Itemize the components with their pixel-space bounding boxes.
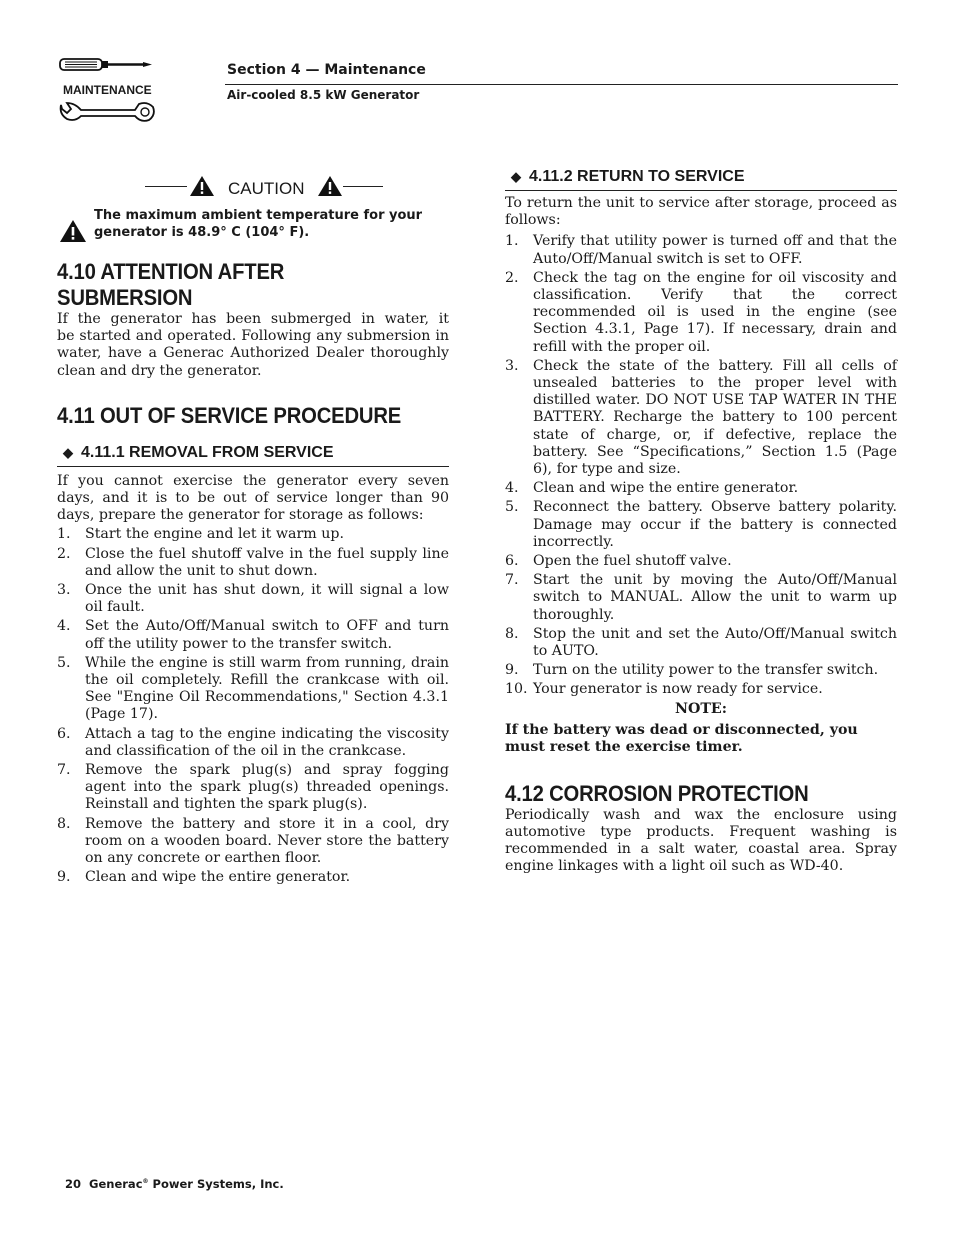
step-number: 6. xyxy=(505,553,519,570)
step-text: Verify that utility power is turned off and that the Auto/Off/Manual switch is set to OFF. xyxy=(533,233,897,267)
diamond-bullet-icon: ◆ xyxy=(511,169,521,184)
step-text: Close the fuel shutoff valve in the fuel supply line and allow the unit to shut down. xyxy=(85,545,449,579)
list-item xyxy=(57,618,449,652)
list-item xyxy=(57,582,449,616)
step-text: Start the unit by moving the Auto/Off/Manual switch to MANUAL. Allow the unit to warm up thoroughly. xyxy=(533,572,897,623)
step-text: Stop the unit and set the Auto/Off/Manual switch to AUTO. xyxy=(533,625,897,660)
screwdriver-icon xyxy=(57,55,157,75)
note-text: If the battery was dead or disconnected, you must reset the exercise timer. xyxy=(505,721,858,756)
list-item xyxy=(57,816,449,868)
section-4-10-title: 4.10 ATTENTION AFTER SUBMERSION xyxy=(57,259,285,310)
caution-label: CAUTION xyxy=(228,179,305,198)
section-4-12-paragraph: Periodically wash and wax the enclosure using automotive type products. Frequent washing is recommended in a salt water, coastal area. Spray engine linkages with a light oil such as WD-40. xyxy=(505,806,897,875)
logo-label: MAINTENANCE xyxy=(63,83,152,97)
left-column xyxy=(57,165,553,888)
caution-message: The maximum ambient temperature for your generator is 48.9° C (104° F). xyxy=(94,208,423,240)
step-number: 2. xyxy=(505,269,519,286)
section-4-11-1-title xyxy=(57,444,449,467)
warning-triangle-icon xyxy=(317,175,343,197)
step-number: 9. xyxy=(505,662,519,679)
step-text: Set the Auto/Off/Manual switch to OFF and turn off the utility power to the transfer switch. xyxy=(85,618,449,652)
list-item xyxy=(505,626,897,660)
section-title: Section 4 — Maintenance xyxy=(227,62,426,78)
step-number: 4. xyxy=(505,480,519,497)
list-item xyxy=(505,681,897,698)
step-text: Check the tag on the engine for oil viscosity and classification. Verify that the correct recommended oil is used in the engine (see Section 4.3.1, Page 17). If necessary, drain and refill with the proper oil. xyxy=(533,269,897,355)
maintenance-logo xyxy=(57,55,157,130)
diamond-bullet-icon: ◆ xyxy=(63,444,73,460)
list-item xyxy=(505,572,897,624)
step-number: 8. xyxy=(57,815,71,832)
removal-steps-list xyxy=(57,526,449,886)
list-item xyxy=(57,526,449,543)
note-label: NOTE: xyxy=(675,700,727,717)
step-number: 5. xyxy=(57,654,71,671)
page-footer xyxy=(65,1177,284,1191)
step-number: 1. xyxy=(57,526,71,543)
list-item xyxy=(505,553,897,570)
step-text: Turn on the utility power to the transfer switch. xyxy=(533,662,879,679)
removal-intro: If you cannot exercise the generator every seven days, and it is to be out of service longer than 90 days, prepare the generator for storage as follows: xyxy=(57,472,449,524)
return-intro: To return the unit to service after storage, proceed as follows: xyxy=(505,195,897,229)
step-text: Remove the spark plug(s) and spray fogging agent into the spark plug(s) threaded openings. Reinstall and tighten the spark plug(s). xyxy=(85,762,449,813)
step-number: 9. xyxy=(57,869,71,886)
step-number: 3. xyxy=(505,357,519,374)
step-text: Your generator is now ready for service. xyxy=(533,681,823,698)
step-number: 7. xyxy=(505,572,519,589)
list-item xyxy=(505,662,897,679)
step-text: Attach a tag to the engine indicating the viscosity and classification of the oil in the crankcase. xyxy=(85,725,449,759)
step-number: 2. xyxy=(57,545,71,562)
right-column xyxy=(505,168,897,876)
step-text: Clean and wipe the entire generator. xyxy=(533,480,799,497)
step-number: 8. xyxy=(505,625,519,642)
section-4-12-title: 4.12 CORROSION PROTECTION xyxy=(505,780,809,806)
step-text: While the engine is still warm from running, drain the oil completely. Refill the crankcase with oil. See "Engine Oil Recommendations," Section 4.3.1 (Page 17). xyxy=(85,654,449,723)
step-text: Once the unit has shut down, it will signal a low oil fault. xyxy=(85,582,449,616)
warning-triangle-icon xyxy=(59,219,87,243)
registered-mark: ® xyxy=(142,1178,149,1186)
warning-triangle-icon xyxy=(189,175,215,197)
step-number: 1. xyxy=(505,233,519,250)
section-4-11-1-label: 4.11.1 REMOVAL FROM SERVICE xyxy=(81,443,334,461)
list-item xyxy=(505,358,897,478)
return-steps-list xyxy=(505,233,897,698)
step-text: Open the fuel shutoff valve. xyxy=(533,553,732,570)
section-4-11-2-label: 4.11.2 RETURN TO SERVICE xyxy=(529,168,745,185)
step-text: Check the state of the battery. Fill all cells of unsealed batteries to the proper level with distilled water. DO NOT USE TAP WATER IN THE BATTERY. Recharge the battery to 100 percent state of charge, or, if defective, replace the battery. See “Specifications,” Section 1.5 (Page 6), for type and size. xyxy=(533,357,897,478)
section-4-11-2-title xyxy=(505,168,897,191)
list-item xyxy=(57,726,449,760)
list-item xyxy=(505,480,897,497)
caution-text xyxy=(57,207,449,241)
footer-company: Generac xyxy=(89,1177,143,1191)
step-number: 7. xyxy=(57,762,71,779)
step-number: 4. xyxy=(57,618,71,635)
list-item xyxy=(57,869,449,886)
step-number: 3. xyxy=(57,582,71,599)
list-item xyxy=(57,762,449,814)
wrench-icon xyxy=(57,99,157,129)
footer-company-rest: Power Systems, Inc. xyxy=(152,1177,284,1191)
header-rule xyxy=(225,84,898,85)
section-4-10-paragraph: If the generator has been submerged in water, it be started and operated. Following any submersion in water, have a Generac Authorized Dealer thoroughly clean and dry the generator. xyxy=(57,311,553,379)
step-text: Clean and wipe the entire generator. xyxy=(85,869,351,886)
list-item xyxy=(57,546,449,580)
step-number: 5. xyxy=(505,499,519,516)
step-text: Remove the battery and store it in a cool, dry room on a wooden board. Never store the battery on any concrete or earthen floor. xyxy=(85,815,449,867)
header-subtitle: Air-cooled 8.5 kW Generator xyxy=(227,88,420,102)
list-item xyxy=(505,270,897,356)
step-text: Start the engine and let it warm up. xyxy=(85,526,344,543)
list-item xyxy=(505,233,897,267)
page-number: 20 xyxy=(65,1177,82,1191)
step-text: Reconnect the battery. Observe battery polarity. Damage may occur if the battery is connected incorrectly. xyxy=(533,499,897,550)
section-4-11-title: 4.11 OUT OF SERVICE PROCEDURE xyxy=(57,402,402,428)
list-item xyxy=(505,499,897,551)
list-item xyxy=(57,655,449,724)
step-number: 10. xyxy=(505,681,528,698)
caution-rule-left xyxy=(145,186,187,187)
caution-heading xyxy=(145,165,385,197)
step-number: 6. xyxy=(57,725,71,742)
caution-rule-right xyxy=(343,186,383,187)
